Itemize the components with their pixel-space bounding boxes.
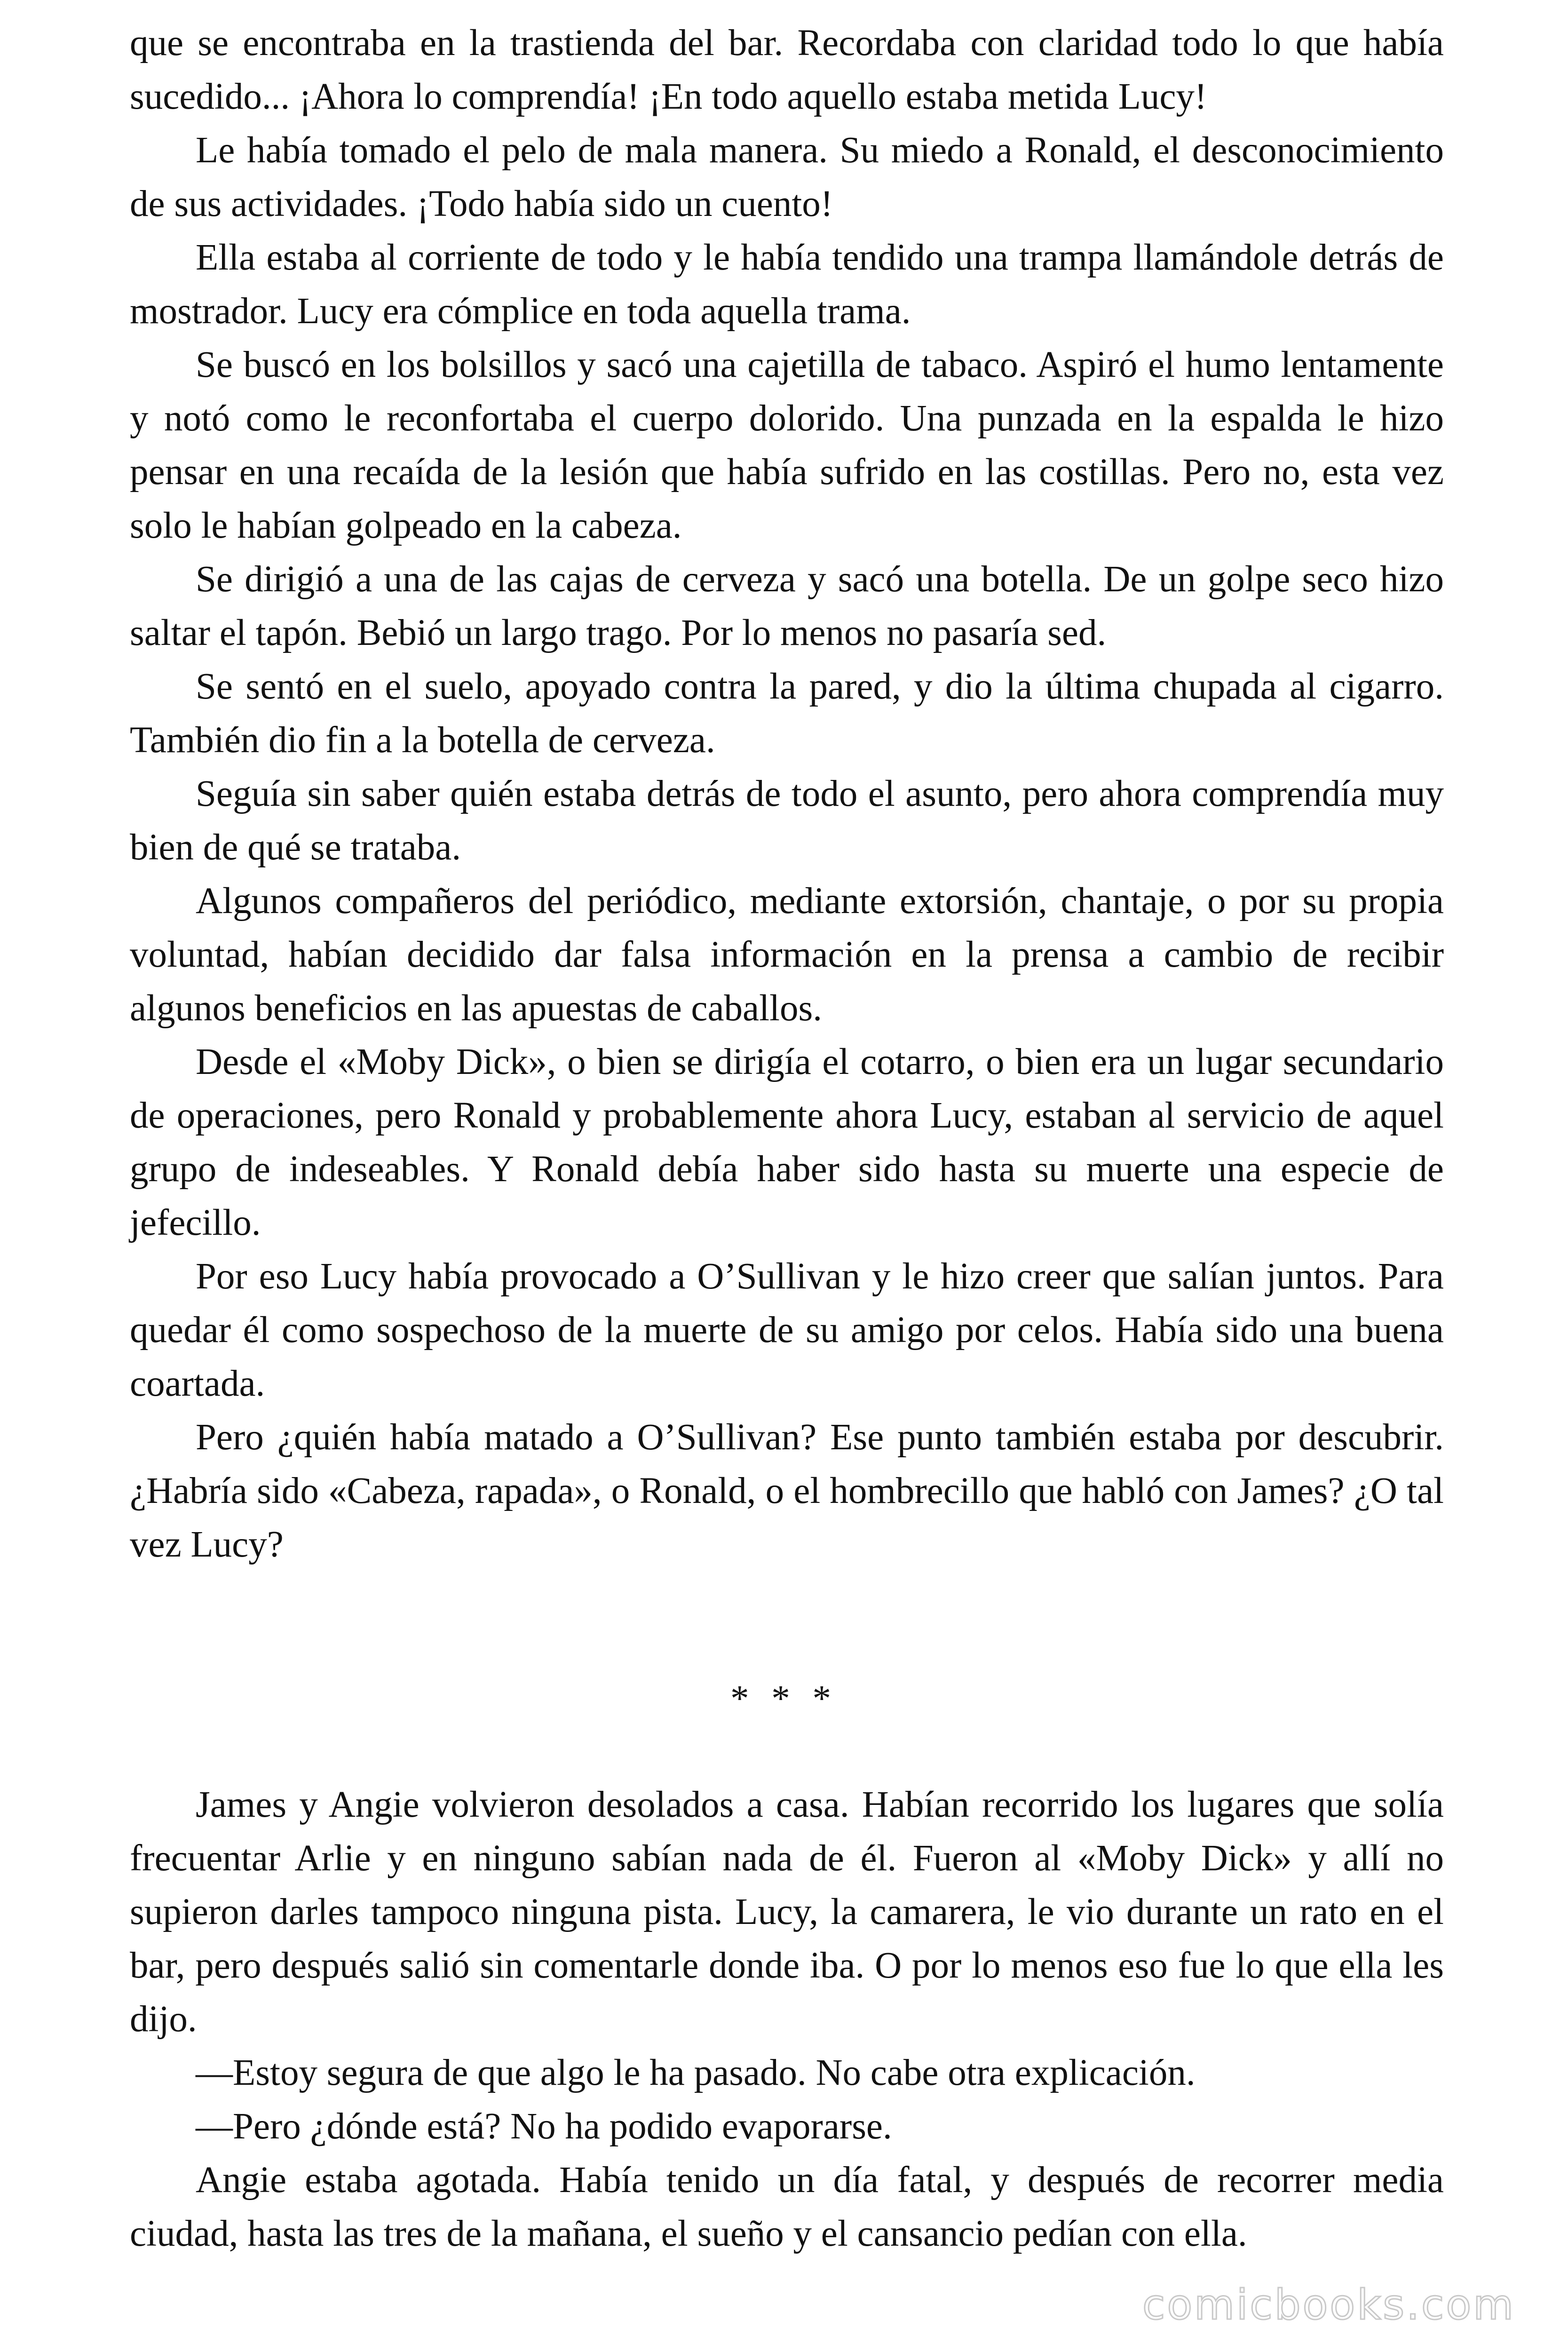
paragraph: que se encontraba en la trastienda del bar. Recordaba con claridad todo lo que había sucedido... ¡Ahora lo comprendía! ¡En todo aquello estaba metida Lucy! <box>130 23 1444 117</box>
text-section-one <box>130 16 1444 1572</box>
paragraph: Algunos compañeros del periódico, mediante extorsión, chantaje, o por su propia voluntad, habían decidido dar falsa información en la prensa a cambio de recibir algunos beneficios en las apuestas de caballos. <box>130 881 1444 1029</box>
paragraph: Le había tomado el pelo de mala manera. Su miedo a Ronald, el desconocimiento de sus actividades. ¡Todo había sido un cuento! <box>130 130 1444 224</box>
dialogue-paragraph: —Pero ¿dónde está? No ha podido evaporarse. <box>196 2106 892 2147</box>
paragraph: Pero ¿quién había matado a O’Sullivan? Ese punto también estaba por descubrir. ¿Habría sido «Cabeza, rapada», o Ronald, o el hombrecillo que habló con James? ¿O tal vez Lucy? <box>130 1417 1444 1565</box>
paragraph: Se sentó en el suelo, apoyado contra la pared, y dio la última chupada al cigarro. También dio fin a la botella de cerveza. <box>130 666 1444 761</box>
paragraph: Angie estaba agotada. Había tenido un día fatal, y después de recorrer media ciudad, hasta las tres de la mañana, el sueño y el cansancio pedían con ella. <box>130 2160 1444 2254</box>
paragraph: Desde el «Moby Dick», o bien se dirigía el cotarro, o bien era un lugar secundario de operaciones, pero Ronald y probablemente ahora Lucy, estaban al servicio de aquel grupo de indeseables. Y Ronald debía haber sido hasta su muerte una especie de jefecillo. <box>130 1041 1444 1243</box>
paragraph: Por eso Lucy había provocado a O’Sullivan y le hizo creer que salían juntos. Para quedar él como sospechoso de la muerte de su amigo por celos. Había sido una buena coartada. <box>130 1256 1444 1404</box>
scene-break: * * * <box>730 1678 838 1719</box>
paragraph: Se dirigió a una de las cajas de cerveza y sacó una botella. De un golpe seco hizo saltar el tapón. Bebió un largo trago. Por lo menos no pasaría sed. <box>130 559 1444 653</box>
text-section-two <box>130 1778 1444 2261</box>
watermark: comicbooks.com <box>1142 2280 1515 2329</box>
paragraph: Se buscó en los bolsillos y sacó una cajetilla de tabaco. Aspiró el humo lentamente y notó como le reconfortaba el cuerpo dolorido. Una punzada en la espalda le hizo pensar en una recaída de la lesión que había sufrido en las costillas. Pero no, esta vez solo le habían golpeado en la cabeza. <box>130 344 1444 546</box>
paragraph: Ella estaba al corriente de todo y le había tendido una trampa llamándole detrás de mostrador. Lucy era cómplice en toda aquella trama. <box>130 237 1444 332</box>
paragraph: James y Angie volvieron desolados a casa. Habían recorrido los lugares que solía frecuentar Arlie y en ninguno sabían nada de él. Fueron al «Moby Dick» y allí no supieron darles tampoco ninguna pista. Lucy, la camarera, le vio durante un rato en el bar, pero después salió sin comentarle donde iba. O por lo menos eso fue lo que ella les dijo. <box>130 1784 1444 2040</box>
dialogue-paragraph: —Estoy segura de que algo le ha pasado. No cabe otra explicación. <box>196 2052 1196 2093</box>
paragraph: Seguía sin saber quién estaba detrás de todo el asunto, pero ahora comprendía muy bien de qué se trataba. <box>130 773 1444 868</box>
